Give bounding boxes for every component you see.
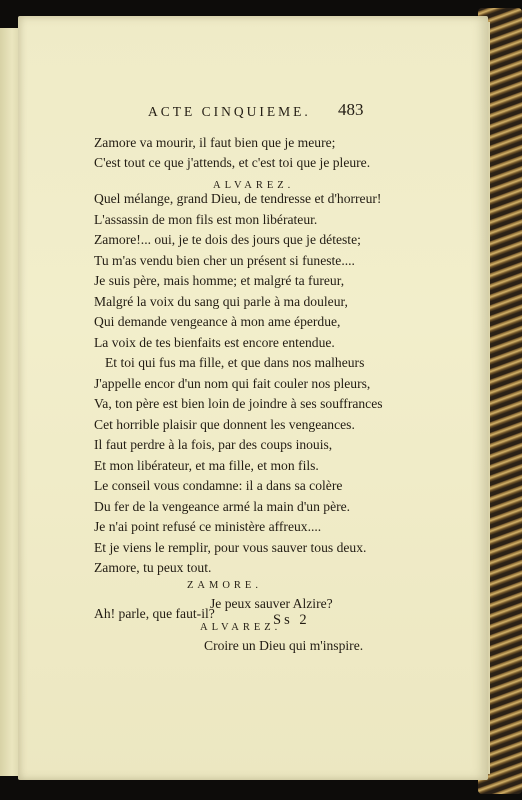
verse-line: La voix de tes bienfaits est encore entendue. <box>94 335 335 350</box>
verse-line: Qui demande vengeance à mon ame éperdue, <box>94 314 341 329</box>
speaker-name: ALVAREZ. <box>213 180 295 191</box>
verse-line: L'assassin de mon fils est mon libérateur. <box>94 212 318 227</box>
verse-line: Et je viens le remplir, pour vous sauver tous deux. <box>94 540 367 555</box>
running-title: ACTE CINQUIEME. <box>148 104 311 119</box>
verse-line: Malgré la voix du sang qui parle à ma douleur, <box>94 294 348 309</box>
verse-line: Le conseil vous condamne: il a dans sa colère <box>94 478 343 493</box>
speaker-name: ZAMORE. <box>187 580 262 591</box>
signature-mark: Ss 2 <box>273 612 310 628</box>
verse-line: Quel mélange, grand Dieu, de tendresse et d'horreur! <box>94 191 382 206</box>
page-number: 483 <box>338 100 364 119</box>
verse-line: Va, ton père est bien loin de joindre à ses souffrances <box>94 396 383 411</box>
verse-line: Zamore va mourir, il faut bien que je meure; <box>94 135 336 150</box>
verse-line: Il faut perdre à la fois, par des coups inouis, <box>94 437 333 452</box>
verse-line: Je suis père, mais homme; et malgré ta fureur, <box>94 273 345 288</box>
verse-line: Tu m'as vendu bien cher un présent si funeste.... <box>94 253 355 268</box>
verse-line: Croire un Dieu qui m'inspire. <box>204 638 364 653</box>
verse-line: C'est tout ce que j'attends, et c'est toi que je pleure. <box>94 155 371 170</box>
verse-line: Ah! parle, que faut-il? <box>94 606 215 621</box>
verse-line: Et mon libérateur, et ma fille, et mon fils. <box>94 458 319 473</box>
verse-line: J'appelle encor d'un nom qui fait couler nos pleurs, <box>94 376 371 391</box>
verse-line: Cet horrible plaisir que donnent les vengeances. <box>94 417 355 432</box>
verse-line: Zamore!... oui, je te dois des jours que je déteste; <box>94 232 361 247</box>
speaker-name: ALVAREZ. <box>200 622 282 633</box>
verse-line: Du fer de la vengeance armé la main d'un père. <box>94 499 351 514</box>
verse-line: Je n'ai point refusé ce ministère affreux.... <box>94 519 322 534</box>
verse-line: Et toi qui fus ma fille, et que dans nos malheurs <box>105 355 365 370</box>
verse-line: Zamore, tu peux tout. <box>94 560 212 575</box>
verse-line: Je peux sauver Alzire? <box>210 596 333 611</box>
